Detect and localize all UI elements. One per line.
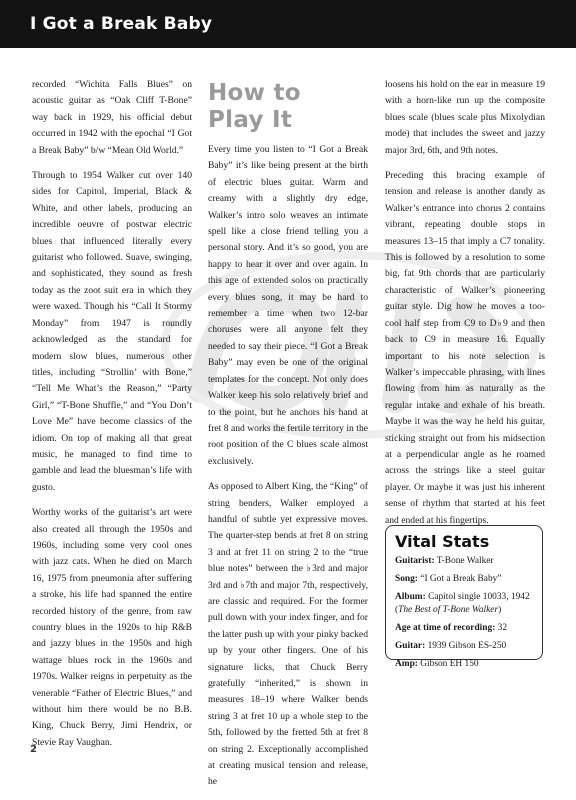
stat-guitar	[395, 640, 533, 653]
stat-amp	[395, 658, 533, 671]
paragraph: As opposed to Albert King, the “King” of string benders, Walker employed a handful of subtle yet expressive moves. The quarter-step bends at fret 8 on string 3 and at fret 11 on string 2 to the “true blue notes” between the ♭3rd and major 3rd and ♭7th and major 7th, respectively, are classic and required. For the former pull down with your index finger, and for the latter push up with your pinky backed up by your other fingers. One of his signature licks, that Chuck Berry gratefully “inherited,” is shown in measures 18–19 where Walker bends string 3 at fret 10 up a whole step to the 5th, followed by the fretted 5th at fret 8 on string 2. Exceptionally accomplished at creating musical tension and release, he	[208, 481, 368, 788]
stat-label: Song:	[395, 574, 418, 584]
paragraph: Every time you listen to “I Got a Break Baby” it’s like being present at the birth of electric blues guitar. Warm and creamy with a slightly dry edge, Walker’s intro solo weaves an intimate spell like a close friend telling you a personal story. And it’s so good, you are happy to hear it over and over again. In this age of extended solos on practically every blues song, it may be hard to remember a time when two 12-bar choruses were all anyone felt they needed to say their piece. “I Got a Break Baby” may even be one of the original templates for the concept. Not only does Walker keep his solo relatively brief and to the point, but he anchors his hand at fret 8 and works the fertile territory in the root position of the C blues scale almost exclusively.	[208, 144, 368, 467]
vital-stats-box	[385, 525, 543, 669]
stat-value: Capitol single 10033, 1942 (	[395, 592, 530, 615]
page-header-bar	[0, 0, 576, 48]
stat-value: )	[498, 605, 502, 615]
vital-stats-title: Vital Stats	[395, 532, 490, 551]
stat-age	[395, 622, 533, 635]
stat-value-album-title: The Best of T-Bone Walker	[398, 605, 499, 615]
stat-label: Guitar:	[395, 641, 426, 651]
stat-value: 1939 Gibson ES-250	[425, 641, 507, 651]
paragraph: Worthy works of the guitarist’s art were also created all through the 1950s and 1960s, including some very cool ones with jazz cats. When he died on March 16, 1975 from pneumonia after suffering a stroke, his life had spanned the entire recorded history of the genre, from raw country blues in the 1920s to hip R&B and jazzy blues in the 1950s and high wattage blues rock in the 1960s and 1970s. Walker reigns in perpetuity as the venerable “Father of Electric Blues,” and without him there would be no B.B. King, Chuck Berry, Jimi Hendrix, or Stevie Ray Vaughan.	[32, 507, 192, 748]
article-column-3	[385, 77, 545, 538]
paragraph: Preceding this bracing example of tension and release is another dandy as Walker’s entrance into chorus 2 contains vibrant, repeating double stops in measures 13–15 that imply a C7 tonality. This is followed by a resolution to some big, fat 9th chords that are particularly characteristic of Walker’s pioneering guitar style. Dig how he moves a too-cool half step from C9 to D♭9 and then back to C9 in measure 16. Equally important to his note selection is Walker’s impeccable phrasing, with lines flowing from him as naturally as the regular intake and exhale of his breath. Maybe it was the way he held his guitar, sticking straight out from his midsection at a perpendicular angle as he roamed across the strings like a steel guitar player. Or maybe it was just his inherent sense of rhythm that started at his feet and ended at his fingertips.	[385, 170, 545, 526]
stat-song	[395, 573, 533, 586]
stat-label: Guitarist:	[395, 556, 435, 566]
article-column-1	[32, 77, 192, 760]
stat-value: 32	[495, 623, 508, 633]
stat-label: Age at time of recording:	[395, 623, 496, 633]
stat-label: Album:	[395, 592, 426, 602]
paragraph: loosens his hold on the ear in measure 19 with a horn-like run up the composite blues scale (blues scale plus Mixolydian mode) that includes the sweet and jazzy major 3rd, 6th, and 9th notes.	[385, 79, 545, 156]
stat-guitarist	[395, 555, 533, 568]
paragraph: Through to 1954 Walker cut over 140 sides for Capitol, Imperial, Black & White, and other labels, producing an incredible oeuvre of postwar electric blues that influenced literally every guitarist who followed. Suave, swinging, and sophisticated, they sound as fresh today as the zoot suit era in which they were waxed. Though his “Call It Stormy Monday” from 1947 is roundly acknowledged as the standard for modern slow blues, numerous other titles, including “Strollin’ with Bone,” “Tell Me What’s the Reason,” “Party Girl,” “T-Bone Shuffle,” and “You Don’t Love Me” have become classics of the idiom. On top of making all that great music, he managed to find time to gamble and lead the bluesman’s life with gusto.	[32, 170, 192, 493]
section-heading	[208, 80, 368, 134]
section-heading-line: Play It	[208, 107, 293, 133]
paragraph: recorded “Wichita Falls Blues” on acoustic guitar as “Oak Cliff T-Bone” way back in 1929, his official debut occurred in 1942 with the epochal “I Got a Break Baby” b/w “Mean Old World.”	[32, 79, 192, 156]
article-column-2	[208, 80, 368, 800]
page-header-title: I Got a Break Baby	[30, 14, 213, 34]
section-heading-line: How to	[208, 80, 301, 106]
stat-value: T-Bone Walker	[434, 556, 494, 566]
stat-label: Amp:	[395, 659, 418, 669]
stat-album	[395, 591, 533, 617]
page-number: 2	[30, 744, 37, 755]
stat-value: Gibson EH 150	[417, 659, 479, 669]
stat-value: “I Got a Break Baby”	[417, 574, 502, 584]
